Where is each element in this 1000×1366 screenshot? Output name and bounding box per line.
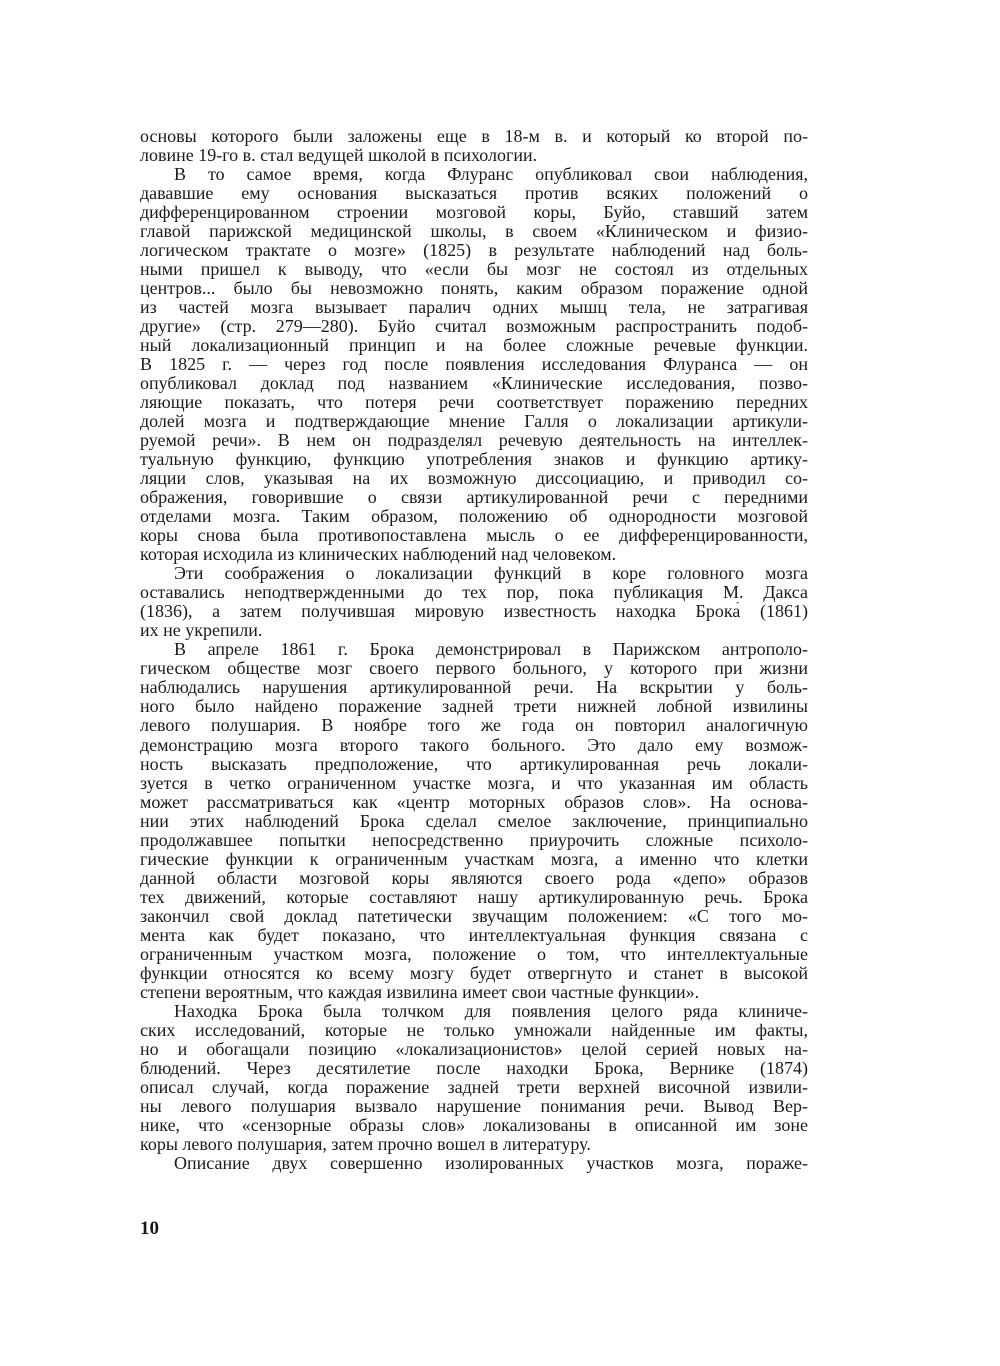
text-line: ный локализационный принцип и на более сложные речевые функции. (140, 336, 808, 356)
text-line: Находка Брока была толчком для появления целого ряда клиниче- (174, 1001, 808, 1021)
text-line: ность высказать предположение, что артикулированная речь локали- (140, 754, 808, 774)
text-line: степени вероятным, что каждая извилина имеет свои частные функции». (140, 982, 700, 1002)
text-line: руемой речи». В нем он подразделял речевую деятельность на интеллек- (140, 431, 808, 451)
text-line: продолжавшее попытки непосредственно приурочить сложные психоло- (140, 830, 808, 850)
text-line: мента как будет показано, что интеллектуальная функция связана с (140, 925, 808, 945)
text-line: ображения, говорившие о связи артикулированной речи с передними (140, 488, 808, 508)
text-line: ны левого полушария вызвало нарушение понимания речи. Вывод Вер- (140, 1096, 808, 1116)
text-line: которая исходила из клинических наблюдений над человеком. (140, 545, 617, 565)
text-line: левого полушария. В ноябре того же года он повторил аналогичную (140, 716, 808, 736)
text-line: туальную функцию, функцию употребления знаков и функцию артику- (140, 450, 808, 470)
text-line: оставались неподтвержденными до тех пор, пока публикация М. Дакса (140, 583, 808, 603)
text-line: основы которого были заложены еще в 18-м в. и который ко второй по- (140, 127, 808, 146)
text-line: долей мозга и подтверждающие мнение Галля о локализации артикули- (140, 412, 808, 432)
text-line: гическом обществе мозг своего первого больного, у которого при жизни (140, 659, 808, 679)
text-line: ляющие показать, что потеря речи соответствует поражению передних (140, 393, 808, 413)
text-line: из частей мозга вызывает паралич одних мышц тела, не затрагивая (140, 298, 808, 318)
text-line: демонстрацию мозга второго такого больного. Это дало ему возмож- (140, 735, 808, 755)
text-line: дававшие ему основания высказаться против всяких положений о (140, 184, 808, 204)
text-line: их не укрепили. (140, 621, 263, 641)
text-line: данной области мозговой коры являются своего рода «депо» образов (140, 868, 808, 888)
text-line: ловине 19-го в. стал ведущей школой в психологии. (140, 146, 538, 166)
text-line: В то самое время, когда Флуранс опубликовал свои наблюдения, (174, 165, 808, 185)
text-line: тех движений, которые составляют нашу артикулированную речь. Брока (140, 887, 808, 907)
text-line: описал случай, когда поражение задней трети верхней височной извили- (140, 1077, 808, 1097)
text-line: но и обогащали позицию «локализационистов» целой серией новых на- (140, 1039, 808, 1059)
text-line: функции относятся ко всему мозгу будет отвергнуто и станет в высокой (140, 963, 808, 983)
text-line: В 1825 г. — через год после появления исследования Флуранса — он (140, 355, 808, 375)
text-line: Эти соображения о локализации функций в коре головного мозга (174, 564, 808, 584)
text-line: Описание двух совершенно изолированных участков мозга, пораже- (174, 1153, 808, 1173)
text-line: ских исследований, которые не только умножали найденные им факты, (140, 1020, 808, 1040)
text-line: блюдений. Через десятилетие после находки Брока, Вернике (1874) (140, 1058, 808, 1078)
text-line: опубликовал доклад под названием «Клинические исследования, позво- (140, 374, 808, 394)
text-line: коры левого полушария, затем прочно вошел в литературу. (140, 1134, 591, 1154)
text-line: главой парижской медицинской школы, в своем «Клиническом и физио- (140, 222, 808, 242)
text-line: нике, что «сензорные образы слов» локализованы в описанной им зоне (140, 1115, 808, 1135)
text-line: гические функции к ограниченным участкам мозга, а именно что клетки (140, 849, 808, 869)
text-line: другие» (стр. 279—280). Буйо считал возможным распространить подоб- (140, 317, 808, 337)
text-line: закончил свой доклад патетически звучащим положением: «С того мо- (140, 906, 808, 926)
text-line: отделами мозга. Таким образом, положению об однородности мозговой (140, 507, 808, 527)
body-text (140, 127, 808, 1173)
text-line: коры снова была противопоставлена мысль о ее дифференцированности, (140, 526, 808, 546)
text-line: зуется в четко ограниченном участке мозга, и что указанная им область (140, 773, 808, 793)
text-line: ного было найдено поражение задней трети нижней лобной извилины (140, 697, 808, 717)
text-line: логическом трактате о мозге» (1825) в результате наблюдений над боль- (140, 241, 808, 261)
text-line: ляции слов, указывая на их возможную диссоциацию, и приводил со- (140, 469, 808, 489)
text-line: В апреле 1861 г. Брока демонстрировал в Парижском антрополо- (174, 640, 808, 660)
text-line: ными пришел к выводу, что «если бы мозг не состоял из отдельных (140, 260, 808, 280)
text-line: ограниченным участком мозга, положение о том, что интеллектуальные (140, 944, 808, 964)
page-number: 10 (140, 1218, 159, 1239)
text-line: нии этих наблюдений Брока сделал смелое заключение, принципиально (140, 811, 808, 831)
text-line: (1836), а затем получившая мировую известность находка Брока́ (1861) (140, 602, 808, 622)
text-line: дифференцированном строении мозговой коры, Буйо, ставший затем (140, 203, 808, 223)
text-line: наблюдались нарушения артикулированной речи. На вскрытии у боль- (140, 678, 808, 698)
text-line: может рассматриваться как «центр моторных образов слов». На основа- (140, 792, 808, 812)
text-line: центров... было бы невозможно понять, каким образом поражение одной (140, 279, 808, 299)
